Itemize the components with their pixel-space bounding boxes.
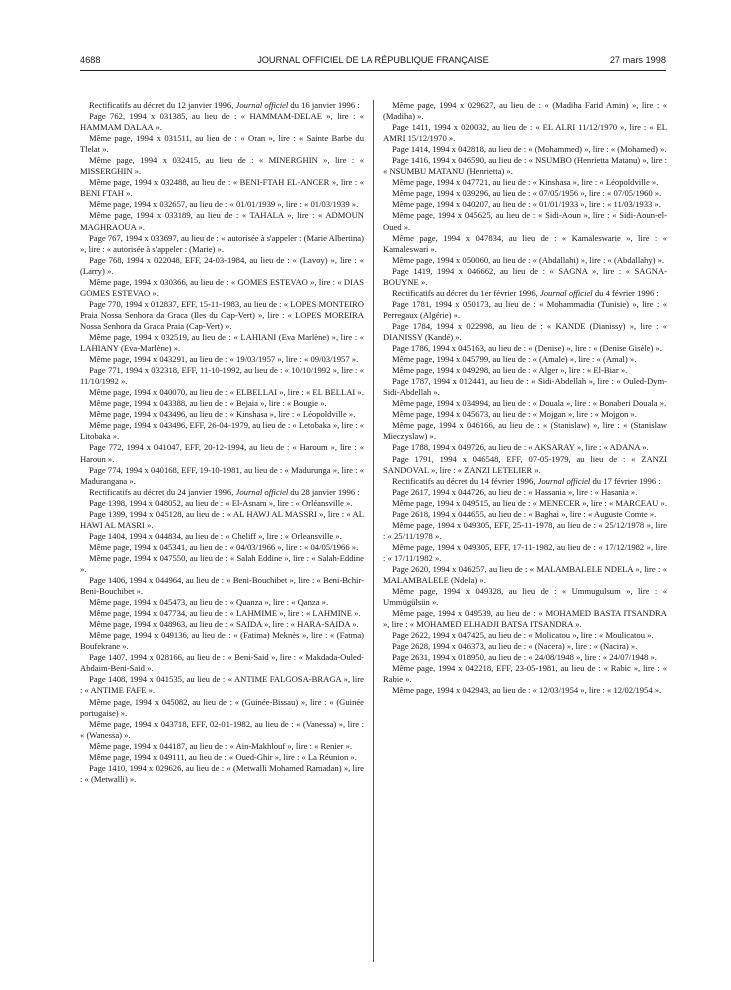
correction-entry: Page 774, 1994 x 040168, EFF, 19-10-1981, au lieu de : « Madurunga », lire : « Madurangana ». [80, 464, 364, 486]
correction-entry: Même page, 1994 x 045799, au lieu de : « (Amale) », lire : « (Amal) ». [392, 354, 637, 365]
journal-title: JOURNAL OFFICIEL DE LA RÉPUBLIQUE FRANÇAISE [257, 55, 489, 65]
correction-entry: Même page, 1994 x 032488, au lieu de : « BENI-FTAH EL-ANCER », lire : « BENI FTAH ». [80, 177, 364, 199]
correction-entry: Page 1791, 1994 x 046548, EFF, 07-05-1979, au lieu de : « ZANZI SANDOVAL », lire : « ZANZI LETELIER ». [383, 453, 667, 475]
correction-entry: Même page, 1994 x 048963, au lieu de : « SAIDA », lire : « HARA-SAIDA ». [89, 619, 359, 630]
correction-entry: Même page, 1994 x 040207, au lieu de : « 01/01/1933 », lire : « 11/03/1933 ». [392, 199, 661, 210]
correction-entry: Même page, 1994 x 049305, EFF, 25-11-1978, au lieu de : « 25/12/1978 », lire : « 25/11/1978 ». [383, 519, 667, 541]
left-column [80, 100, 364, 785]
correction-entry: Même page, 1994 x 029627, au lieu de : « (Madiha Farid Amin) », lire : « (Madiha) ». [383, 100, 667, 122]
correction-entry: Même page, 1994 x 049328, au lieu de : « Ummugulsum », lire : « Ummügülsün ». [383, 586, 667, 608]
correction-entry: Page 1404, 1994 x 044834, au lieu de : « Cheliff », lire : « Orleansville ». [89, 530, 342, 541]
correction-entry: Page 1406, 1994 x 044964, au lieu de : « Beni-Bouchibet », lire : « Beni-Bchir-Beni-Bouchibet ». [80, 575, 364, 597]
correction-entry: Même page, 1994 x 049515, au lieu de : « MENECER », lire : « MARCEAU ». [392, 497, 667, 508]
correction-entry: Même page, 1994 x 049111, au lieu de : « Oued-Ghir », lire : « La Réunion ». [89, 751, 357, 762]
page-number: 4688 [80, 55, 101, 65]
decree-heading: Rectificatifs au décret du 12 janvier 1996, Journal officiel du 16 janvier 1996 : [89, 100, 360, 110]
correction-entry: Même page, 1994 x 039296, au lieu de : « 07/05/1956 », lire : « 07/05/1960 ». [392, 188, 662, 199]
decree-heading: Rectificatifs au décret du 24 janvier 1996, Journal officiel du 28 janvier 1996 : [89, 486, 360, 497]
correction-entry: Page 1784, 1994 x 022998, au lieu de : « KANDE (Dianissy) », lire : « DIANISSY (Kandé) ». [383, 320, 667, 342]
correction-entry: Même page, 1994 x 049539, au lieu de : « MOHAMED BASTA ITSANDRA », lire : « MOHAMED ELHADJI BATSA ITSANDRA ». [383, 608, 667, 630]
correction-entry: Page 1408, 1994 x 041535, au lieu de : « ANTIME FALGOSA-BRAGA », lire : « ANTIME FAFE ». [80, 674, 364, 696]
correction-entry: Même page, 1994 x 032519, au lieu de : « LAHIANI (Eva Marlène) », lire : « LAHIANY (Eva-Marlène) ». [80, 331, 364, 354]
correction-entry: Page 771, 1994 x 032318, EFF, 11-10-1992, au lieu de : « 10/10/1992 », lire : « 11/10/1992 ». [80, 365, 364, 387]
correction-entry: Page 768, 1994 x 022048, EFF, 24-03-1984, au lieu de : « (Lavoy) », lire : « (Larry) ». [80, 254, 364, 276]
correction-entry: Même page, 1994 x 042943, au lieu de : « 12/03/1954 », lire : « 12/02/1954 ». [392, 685, 662, 696]
correction-entry: Même page, 1994 x 047734, au lieu de : « LAHMIME », lire : « LAHMINE ». [89, 608, 361, 619]
correction-entry: Page 2622, 1994 x 047425, au lieu de : « Molicatou », lire : « Moulicatou ». [392, 630, 654, 641]
correction-entry: Page 2618, 1994 x 044655, au lieu de : « Baghai », lire : « Auguste Comte ». [392, 508, 657, 519]
correction-entry: Même page, 1994 x 043291, au lieu de : « 19/03/1957 », lire : « 09/03/1957 ». [89, 354, 359, 365]
decree-heading: Rectificatifs au décret du 14 février 1996, Journal officiel du 17 février 1996 : [392, 475, 661, 486]
correction-entry: Page 2631, 1994 x 018950, au lieu de : « 24/08/1948 », lire : « 24/07/1948 ». [392, 652, 657, 663]
correction-entry: Page 772, 1994 x 041047, EFF, 20-12-1994, au lieu de : « Haroum », lire : « Haroun ». [80, 442, 364, 464]
correction-entry: Page 2620, 1994 x 046257, au lieu de : « MALAMBALELE NDELA », lire : « MALAMBALELE (Ndela) ». [383, 563, 667, 586]
correction-entry: Page 2628, 1994 x 046373, au lieu de : « (Nacera) », lire : « (Nacira) ». [392, 641, 638, 652]
correction-entry: Même page, 1994 x 045673, au lieu de : « Mojgan », lire : « Mojgon ». [392, 409, 637, 420]
correction-entry: Page 1411, 1994 x 020032, au lieu de : « EL ALRI 11/12/1970 », lire : « EL AMRI 15/12/1970 ». [383, 122, 667, 144]
correction-entry: Page 1786, 1994 x 045163, au lieu de : « (Denise) », lire : « (Denise Gisèle) ». [392, 343, 662, 354]
correction-entry: Page 1399, 1994 x 045128, au lieu de : « AL HAWJ AL MASSRI », lire : « AL HAWI AL MASRI ». [80, 508, 364, 530]
decree-heading: Rectificatifs au décret du 1er février 1996, Journal officiel du 4 février 1996 : [392, 287, 659, 298]
correction-entry: Page 767, 1994 x 033697, au lieu de : « autorisée à s'appeler : (Marie Albertina) », lire : « autorisée à s'appeler : (Marie) ». [80, 232, 364, 254]
correction-entry: Page 2617, 1994 x 044726, au lieu de : « Hassania », lire : « Hasania ». [392, 486, 638, 497]
correction-entry: Même page, 1994 x 045473, au lieu de : « Quanza », lire : « Qanza ». [89, 597, 329, 608]
correction-entry: Même page, 1994 x 043718, EFF, 02-01-1982, au lieu de : « (Vanessa) », lire : « (Wanessa) ». [80, 718, 364, 740]
correction-entry: Même page, 1994 x 049298, au lieu de : « Alger », lire : « El-Biar ». [392, 365, 628, 376]
correction-entry: Page 1410, 1994 x 029626, au lieu de : « (Metwalli Mohamed Ramadan) », lire : « (Metwalli) ». [80, 762, 364, 784]
page-header [80, 55, 666, 69]
correction-entry: Page 1781, 1994 x 050173, au lieu de : « Mohammadia (Tunisie) », lire : « Perregaux (Algérie) ». [383, 298, 667, 320]
column-separator [373, 100, 374, 962]
correction-entry: Même page, 1994 x 045625, au lieu de : « Sidi-Aoun », lire : « Sidi-Aoun-el-Oued ». [383, 210, 667, 232]
header-rule [80, 70, 666, 71]
correction-entry: Page 1419, 1994 x 046662, au lieu de : « SAGNA », lire : « SAGNA-BOUYNE ». [383, 265, 667, 287]
correction-entry: Page 1788, 1994 x 049726, au lieu de : « AKSARAY », lire : « ADANA ». [392, 442, 649, 453]
correction-entry: Même page, 1994 x 043496, EFF, 26-04-1979, au lieu de : « Letobaka », lire : « Litobaka ». [80, 420, 364, 442]
correction-entry: Même page, 1994 x 045082, au lieu de : « (Guinée-Bissau) », lire : « (Guinée portugaise) ». [80, 696, 364, 718]
correction-entry: Même page, 1994 x 043388, au lieu de : « Bejaia », lire : « Bougie ». [89, 398, 327, 409]
correction-entry: Même page, 1994 x 042218, EFF, 23-05-1981, au lieu de : « Rabic », lire : « Rabie ». [383, 663, 667, 685]
correction-entry: Page 1414, 1994 x 042818, au lieu de : « (Mohammed) », lire : « (Mohamed) ». [392, 144, 667, 155]
correction-entry: Même page, 1994 x 030366, au lieu de : « GOMES ESTEVAO », lire : « DIAS GOMES ESTEVAO ». [80, 276, 364, 298]
correction-entry: Même page, 1994 x 043496, au lieu de : « Kinshasa », lire : « Léopoldville ». [89, 409, 356, 420]
correction-entry: Même page, 1994 x 031511, au lieu de : « Oran », lire : « Sainte Barbe du Tlelat ». [80, 133, 364, 155]
correction-entry: Page 1398, 1994 x 048052, au lieu de : « El-Asnam », lire : « Orléansville ». [89, 497, 353, 508]
correction-entry: Même page, 1994 x 047550, au lieu de : « Salah Eddine », lire : « Salah-Eddine ». [80, 552, 364, 574]
correction-entry: Même page, 1994 x 040070, au lieu de : « ELBELLAI », lire : « EL BELLAI ». [89, 387, 364, 398]
correction-entry: Page 762, 1994 x 031385, au lieu de : « HAMMAM-DELAE », lire : « HAMMAM DALAA ». [80, 111, 364, 133]
correction-entry: Page 1416, 1994 x 046590, au lieu de : « NSUMBO (Henrietta Matanu) », lire : « NSUMBU MATANU (Henrietta) ». [383, 155, 667, 177]
correction-entry: Page 770, 1994 x 012837, EFF, 15-11-1983, au lieu de : « LOPES MONTEIRO Praia Nossa Senhora da Graca (Iles du Cap-Vert) », lire : « LOPES MOREIRA Nossa Senhora da Graca Praia (Cap-Vert) ». [80, 298, 364, 331]
correction-entry: Même page, 1994 x 049305, EFF, 17-11-1982, au lieu de : « 17/12/1982 », lire : « 17/11/1982 ». [383, 541, 667, 563]
correction-entry: Page 1787, 1994 x 012441, au lieu de : « Sidi-Abdellah », lire : « Ouled-Dym-Sidi-Abdellah ». [383, 376, 667, 398]
correction-entry: Même page, 1994 x 047834, au lieu de : « Kamaleswarie », lire : « Kamaleswari ». [383, 232, 667, 254]
correction-entry: Même page, 1994 x 046166, au lieu de : « (Stanislaw) », lire : « (Stanislaw Mieczyslaw) ». [383, 420, 667, 442]
right-column [383, 100, 667, 697]
correction-entry: Même page, 1994 x 032415, au lieu de : « MINERGHIN », lire : « MISSERGHIN ». [80, 155, 364, 177]
correction-entry: Même page, 1994 x 034994, au lieu de : « Douala », lire : « Bonaberi Douala ». [392, 398, 667, 409]
correction-entry: Page 1407, 1994 x 028166, au lieu de : « Beni-Said », lire : « Makdada-Ouled-Abdaim-Beni-Said ». [80, 652, 364, 674]
correction-entry: Même page, 1994 x 045341, au lieu de : « 04/03/1966 », lire : « 04/05/1966 ». [89, 541, 359, 552]
correction-entry: Même page, 1994 x 047721, au lieu de : « Kinshasa », lire : « Léopoldville ». [392, 177, 659, 188]
correction-entry: Même page, 1994 x 049136, au lieu de : « (Fatima) Meknès », lire : « (Fatma) Boufekrane ». [80, 630, 364, 652]
correction-entry: Même page, 1994 x 044187, au lieu de : « Ain-Makhlouf », lire : « Renier ». [89, 740, 353, 751]
correction-entry: Même page, 1994 x 050060, au lieu de : « (Abdallahi) », lire : « (Abdallahy) ». [392, 254, 665, 265]
issue-date: 27 mars 1998 [609, 55, 666, 65]
correction-entry: Même page, 1994 x 032657, au lieu de : « 01/01/1939 », lire : « 01/03/1939 ». [89, 199, 359, 210]
correction-entry: Même page, 1994 x 033189, au lieu de : « TAHALA », lire : « ADMOUN MAGHRAOUA ». [80, 210, 364, 232]
